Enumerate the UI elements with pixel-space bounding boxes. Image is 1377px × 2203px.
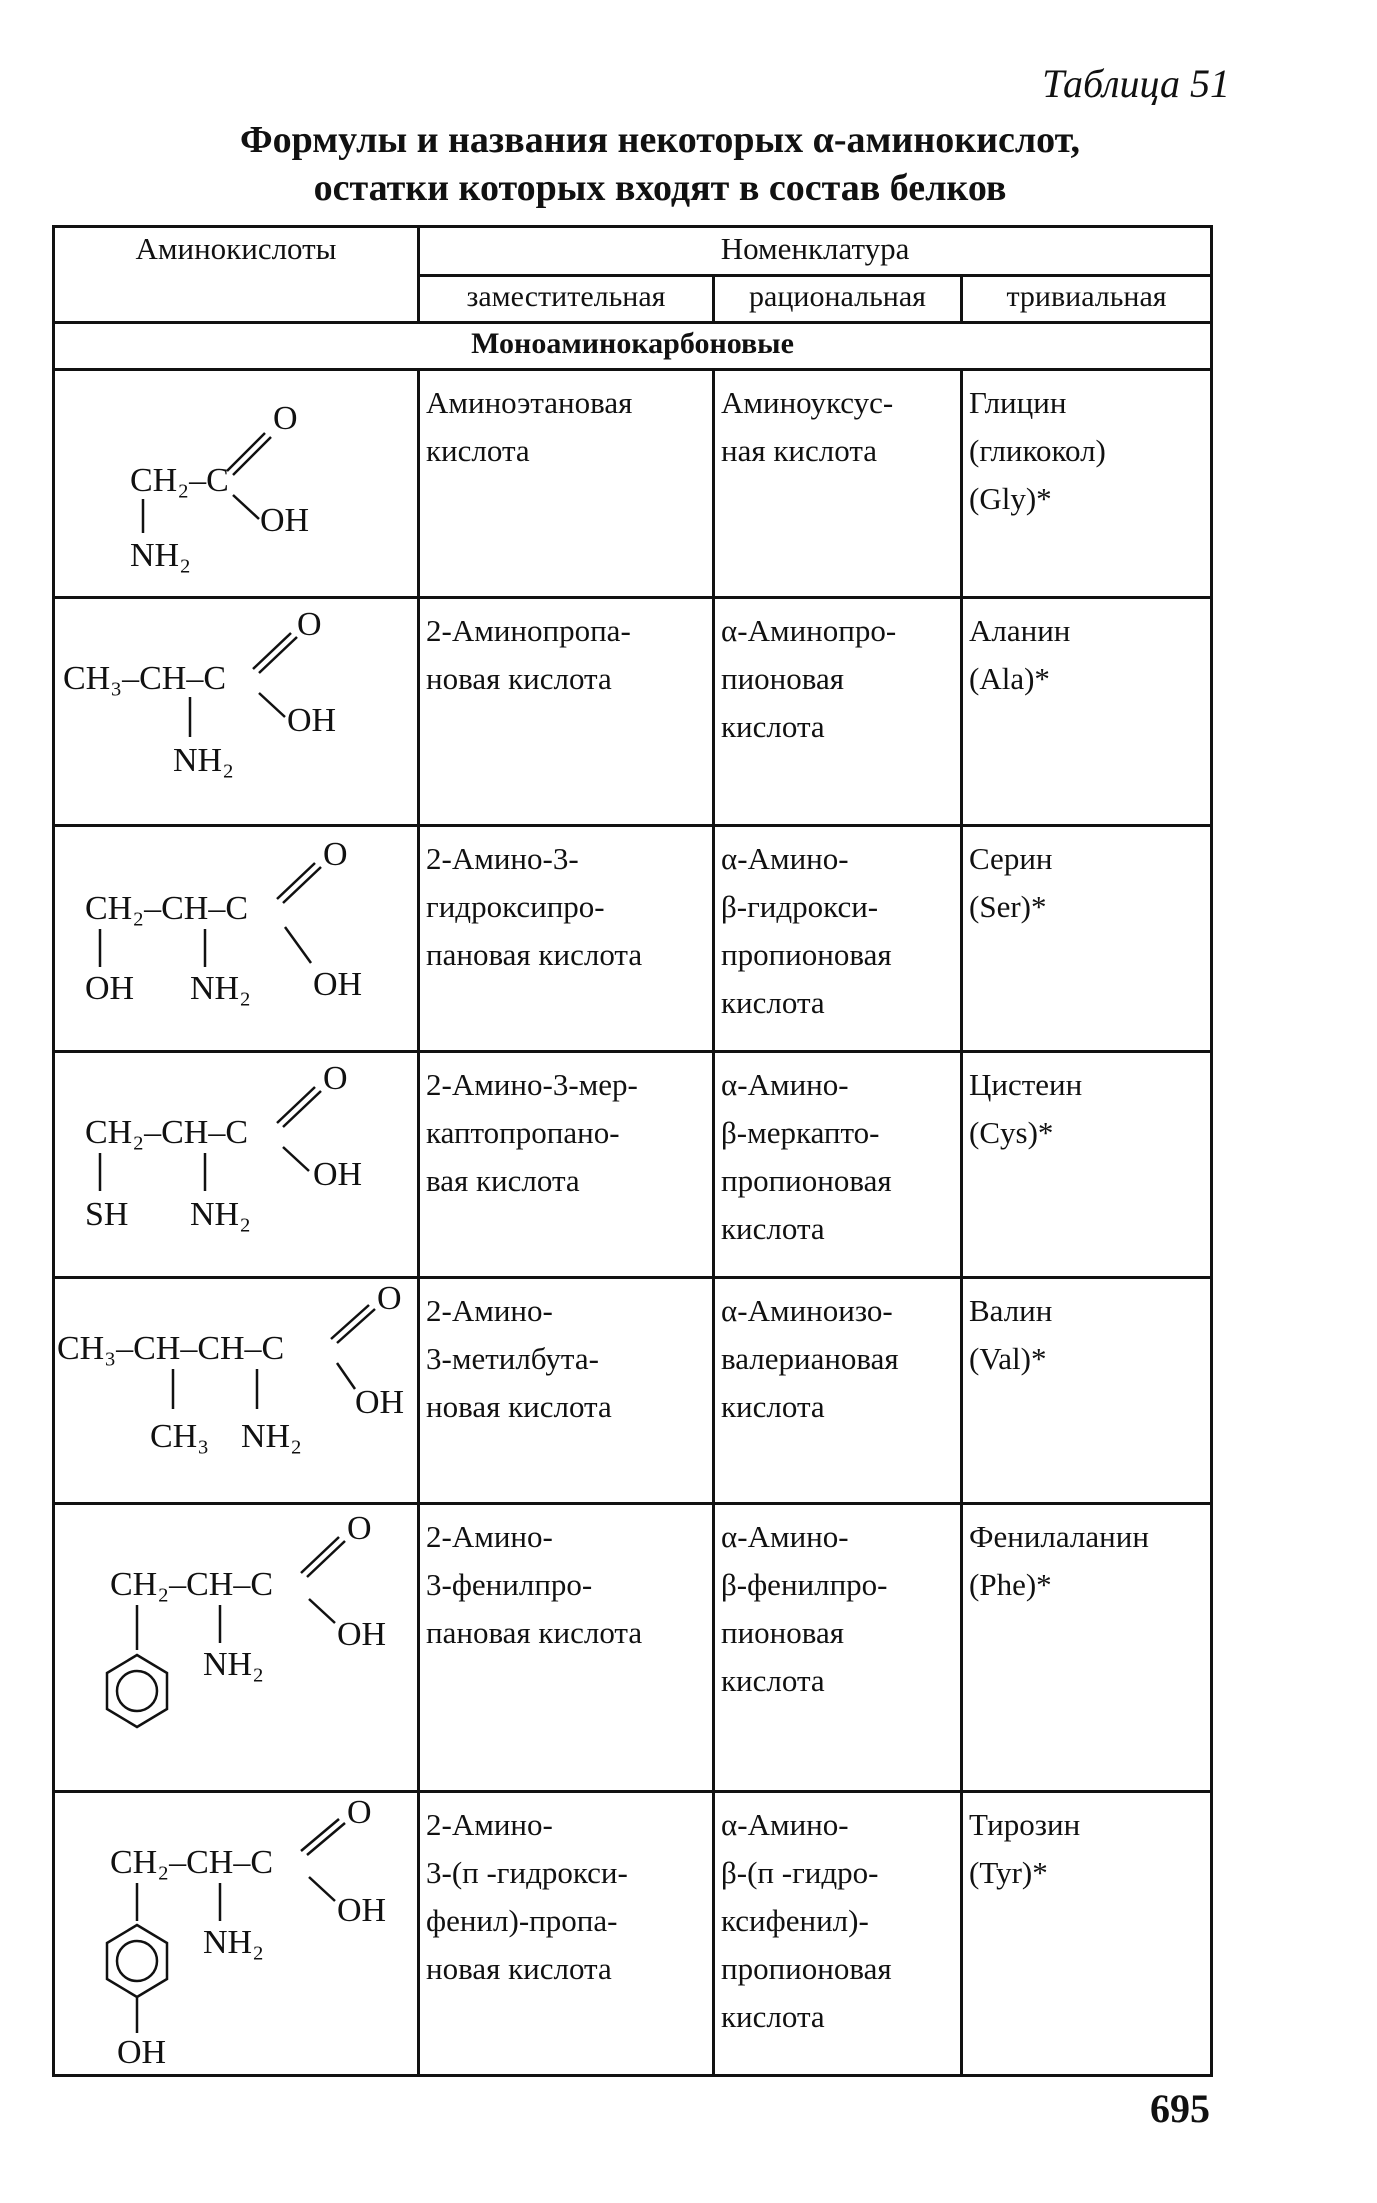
page-number: 695 xyxy=(1150,2086,1210,2131)
trivial-name: Фенилаланин (Phe)* xyxy=(962,1504,1212,1792)
double-bond xyxy=(277,1087,315,1123)
table-row xyxy=(54,1278,1212,1504)
header-trivial: тривиальная xyxy=(962,276,1212,323)
formula-substituent: NH₂ xyxy=(130,537,191,574)
table-row xyxy=(54,370,1212,598)
formula-main: CH₂–C xyxy=(130,462,229,499)
rational-name: α-Амино- β-(п -гидро- ксифенил)- пропионовая кислота xyxy=(714,1792,962,2076)
formula-cell xyxy=(54,598,419,826)
single-bond xyxy=(309,1599,335,1623)
formula-hydroxyl: OH xyxy=(260,502,310,539)
substitutive-name: Аминоэтановая кислота xyxy=(419,370,714,598)
table-row xyxy=(54,1504,1212,1792)
formula-cell xyxy=(54,1792,419,2076)
substitutive-name: 2-Амино-3-мер- каптопропано- вая кислота xyxy=(419,1052,714,1278)
formula-oxygen: O xyxy=(323,1060,348,1097)
header-rational: рациональная xyxy=(714,276,962,323)
trivial-name: Аланин (Ala)* xyxy=(962,598,1212,826)
formula-oxygen: O xyxy=(347,1794,372,1831)
cysteine-formula xyxy=(55,1053,417,1273)
formula-main: CH₂–CH–C xyxy=(85,890,248,927)
formula-substituent-2: NH₂ xyxy=(241,1418,302,1455)
formula-substituent-2: NH₂ xyxy=(190,1196,251,1233)
formula-main: CH₃–CH–C xyxy=(63,660,226,697)
alanine-formula xyxy=(55,599,417,821)
formula-main: CH₂–CH–C xyxy=(110,1566,273,1603)
table-label: Таблица 51 xyxy=(1042,61,1230,106)
trivial-name: Цистеин (Cys)* xyxy=(962,1052,1212,1278)
single-bond xyxy=(337,1363,355,1389)
substitutive-name: 2-Амино-3- гидроксипро- пановая кислота xyxy=(419,826,714,1052)
double-bond xyxy=(301,1819,339,1851)
header-nomenclature: Номенклатура xyxy=(419,227,1212,276)
formula-cell xyxy=(54,1504,419,1792)
formula-cell xyxy=(54,1278,419,1504)
glycine-formula xyxy=(55,371,417,593)
rational-name: α-Аминоизо- валериановая кислота xyxy=(714,1278,962,1504)
formula-substituent-2: NH₂ xyxy=(203,1646,264,1683)
double-bond xyxy=(227,433,265,471)
formula-oxygen: O xyxy=(377,1280,402,1317)
single-bond xyxy=(283,1147,309,1171)
formula-oxygen: O xyxy=(273,400,298,437)
formula-cell xyxy=(54,1052,419,1278)
single-bond xyxy=(233,495,259,519)
trivial-name: Глицин (гликокол) (Gly)* xyxy=(962,370,1212,598)
formula-hydroxyl: OH xyxy=(287,702,337,739)
aromatic-circle xyxy=(117,1941,157,1981)
formula-hydroxyl: OH xyxy=(313,966,363,1003)
formula-oxygen: O xyxy=(297,606,322,643)
substitutive-name: 2-Амино- 3-метилбута- новая кислота xyxy=(419,1278,714,1504)
rational-name: α-Амино- β-меркапто- пропионовая кислота xyxy=(714,1052,962,1278)
formula-oxygen: O xyxy=(323,836,348,873)
double-bond xyxy=(277,863,315,899)
title-line-1: Формулы и названия некоторых α-аминокислот, xyxy=(240,119,1080,161)
rational-name: α-Амино- β-гидрокси- пропионовая кислота xyxy=(714,826,962,1052)
single-bond xyxy=(259,693,285,717)
double-bond xyxy=(253,633,291,669)
single-bond xyxy=(309,1877,335,1901)
table-row xyxy=(54,1052,1212,1278)
rational-name: α-Аминопро- пионовая кислота xyxy=(714,598,962,826)
aromatic-circle xyxy=(117,1671,157,1711)
formula-substituent-1: OH xyxy=(85,970,135,1007)
formula-cell xyxy=(54,826,419,1052)
substitutive-name: 2-Аминопропа- новая кислота xyxy=(419,598,714,826)
formula-hydroxyl: OH xyxy=(337,1892,387,1929)
header-substitutive: заместительная xyxy=(419,276,714,323)
table-row xyxy=(54,1792,1212,2076)
rational-name: α-Амино- β-фенилпро- пионовая кислота xyxy=(714,1504,962,1792)
ring-hydroxyl: OH xyxy=(117,2034,167,2071)
trivial-name: Тирозин (Tyr)* xyxy=(962,1792,1212,2076)
page-title xyxy=(60,116,1260,212)
serine-formula xyxy=(55,827,417,1047)
rational-name: Аминоуксус- ная кислота xyxy=(714,370,962,598)
table-row xyxy=(54,826,1212,1052)
formula-substituent-1: SH xyxy=(85,1196,129,1233)
formula-main: CH₃–CH–CH–C xyxy=(57,1330,285,1367)
table-row xyxy=(54,598,1212,826)
substitutive-name: 2-Амино- 3-(п -гидрокси- фенил)-пропа- новая кислота xyxy=(419,1792,714,2076)
substitutive-name: 2-Амино- 3-фенилпро- пановая кислота xyxy=(419,1504,714,1792)
formula-cell xyxy=(54,370,419,598)
formula-substituent: NH₂ xyxy=(173,742,234,779)
title-line-2: остатки которых входят в состав белков xyxy=(313,167,1007,209)
section-header: Моноаминокарбоновые xyxy=(54,323,1212,370)
formula-substituent-1: CH₃ xyxy=(150,1418,210,1455)
double-bond xyxy=(331,1305,369,1339)
formula-substituent-2: NH₂ xyxy=(203,1924,264,1961)
header-aminoacids: Аминокислоты xyxy=(54,227,419,323)
double-bond xyxy=(301,1537,339,1573)
formula-hydroxyl: OH xyxy=(355,1384,405,1421)
tyrosine-formula xyxy=(55,1793,417,2071)
formula-hydroxyl: OH xyxy=(313,1156,363,1193)
formula-hydroxyl: OH xyxy=(337,1616,387,1653)
formula-oxygen: O xyxy=(347,1510,372,1547)
trivial-name: Валин (Val)* xyxy=(962,1278,1212,1504)
phenylalanine-formula xyxy=(55,1505,417,1787)
formula-substituent-2: NH₂ xyxy=(190,970,251,1007)
formula-main: CH₂–CH–C xyxy=(110,1844,273,1881)
formula-main: CH₂–CH–C xyxy=(85,1114,248,1151)
single-bond xyxy=(285,927,311,963)
trivial-name: Серин (Ser)* xyxy=(962,826,1212,1052)
valine-formula xyxy=(55,1279,417,1499)
amino-acid-table xyxy=(52,225,1213,2077)
